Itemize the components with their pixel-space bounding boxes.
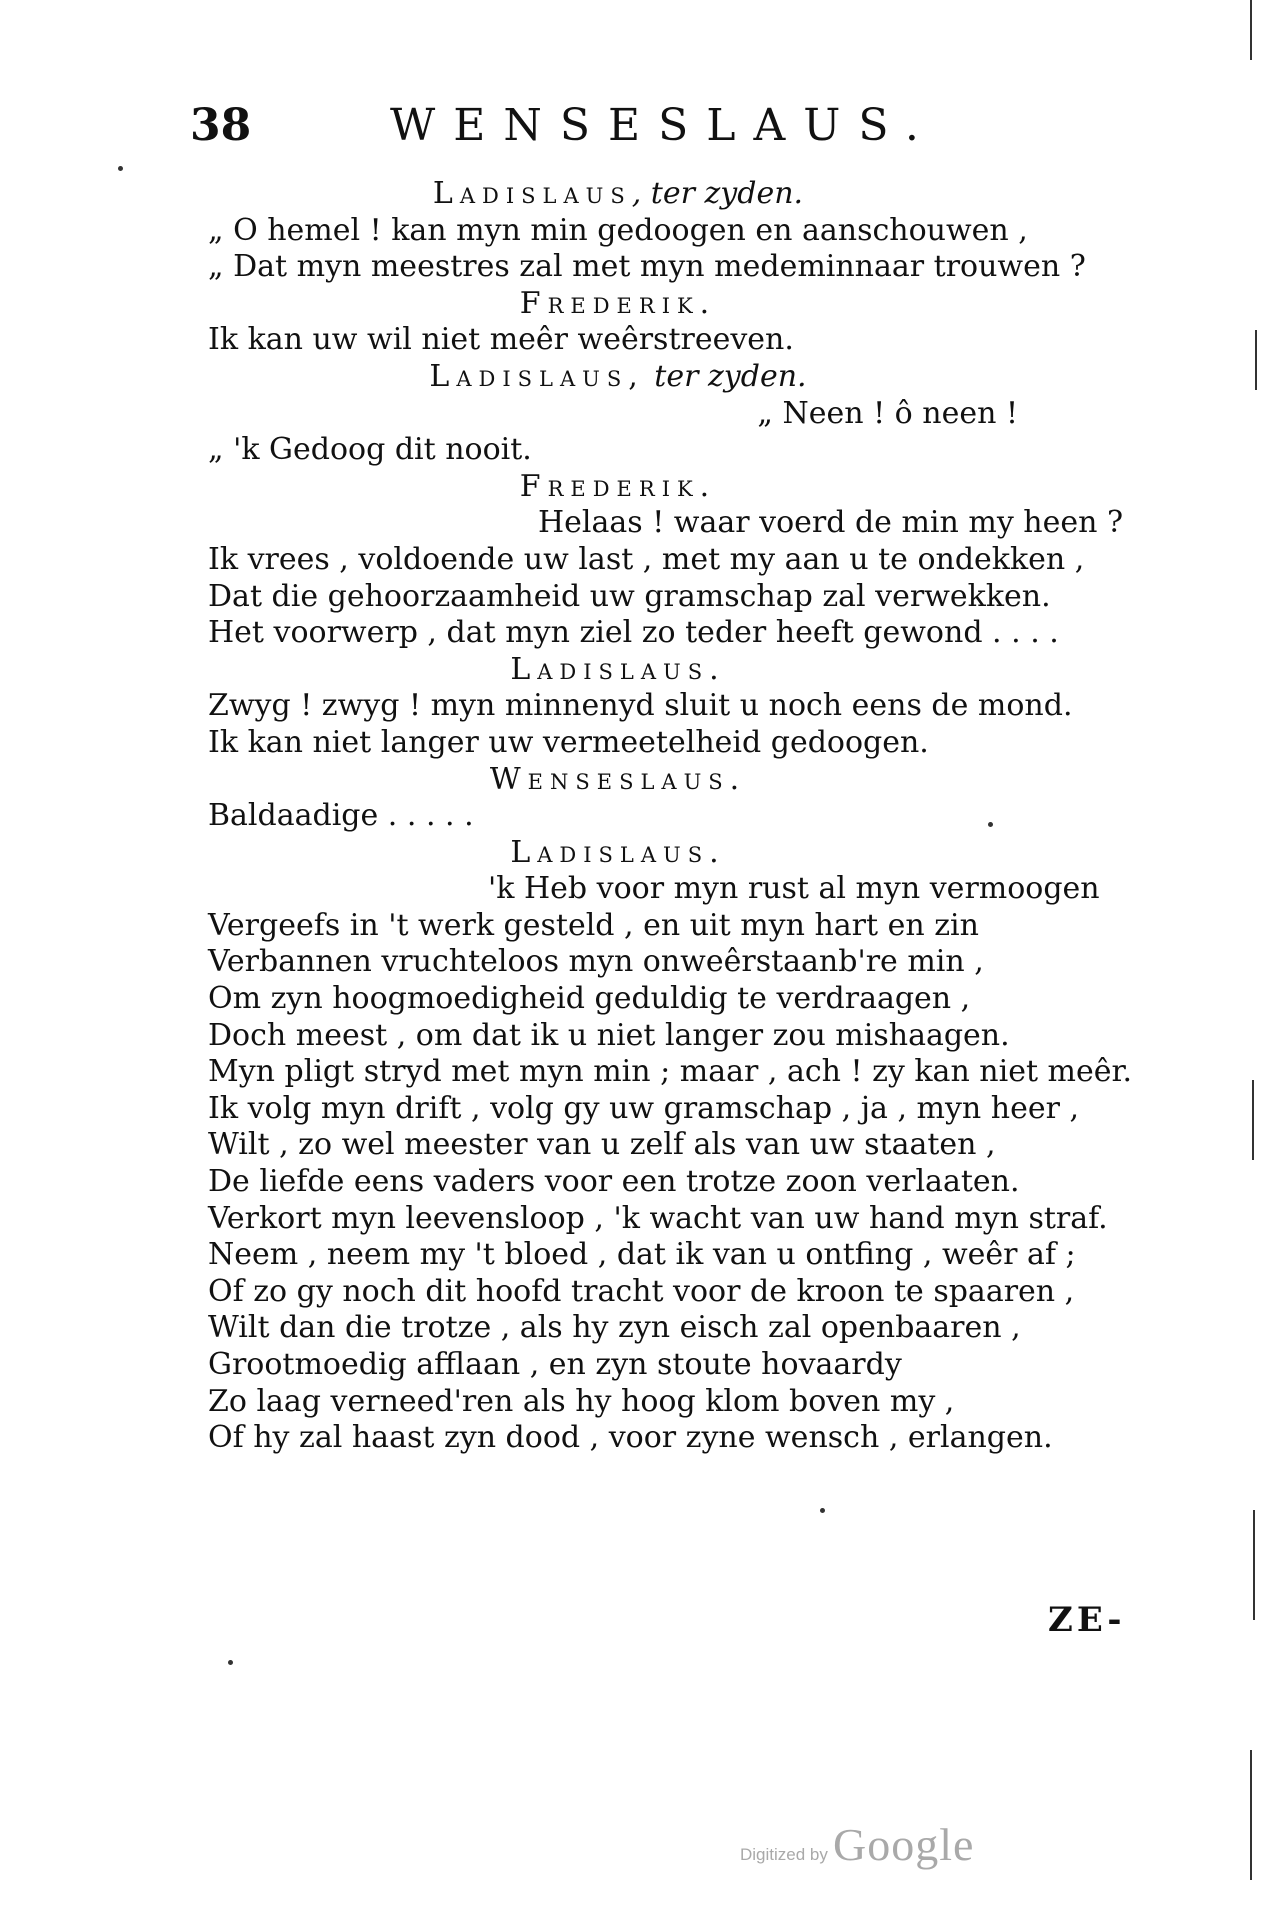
verse-line: „ Dat myn meestres zal met myn medeminnaar trouwen ? xyxy=(208,249,1086,285)
speaker-name: Wenseslaus. xyxy=(489,761,747,797)
verse-line: „ 'k Gedoog dit nooit. xyxy=(208,432,532,468)
stage-direction: , ter zyden. xyxy=(631,176,804,211)
google-logo: Google xyxy=(832,1819,975,1870)
verse-line: Om zyn hoogmoedigheid geduldig te verdraagen , xyxy=(208,981,971,1017)
verse-line: Wilt dan die trotze , als hy zyn eisch zal openbaaren , xyxy=(208,1310,1021,1346)
speaker-name: Frederik. xyxy=(519,285,717,321)
stage-direction: ter zyden. xyxy=(644,358,807,394)
verse-line: Het voorwerp , dat myn ziel zo teder heeft gewond . . . . xyxy=(208,615,1059,651)
verse-line: „ Neen ! ô neen ! xyxy=(757,395,1018,431)
verse-line: Baldaadige . . . . . xyxy=(208,798,474,834)
verse-line: Ik kan uw wil niet meêr weêrstreeven. xyxy=(208,322,794,358)
gutter-mark xyxy=(1252,1080,1254,1160)
verse-line: Helaas ! waar voerd de min my heen ? xyxy=(538,505,1124,541)
speaker-heading xyxy=(208,286,1138,323)
catchword: ZE- xyxy=(1048,1600,1126,1640)
ink-speck xyxy=(228,1660,233,1665)
verse-line: Zo laag verneed'ren als hy hoog klom boven my , xyxy=(208,1383,955,1419)
verse-line: Myn pligt stryd met myn min ; maar , ach ! zy kan niet meêr. xyxy=(208,1054,1133,1090)
verse-line: Ik vrees , voldoende uw last , met my aan u te ondekken , xyxy=(208,541,1085,577)
speaker-heading xyxy=(208,762,1138,799)
speaker-heading xyxy=(208,176,1138,213)
verse-line: Ik volg myn drift , volg gy uw gramschap , ja , myn heer , xyxy=(208,1090,1080,1126)
speaker-heading xyxy=(208,835,1138,872)
ink-speck xyxy=(988,822,993,827)
speaker-name: Ladislaus, xyxy=(429,358,645,394)
gutter-mark xyxy=(1250,0,1252,60)
digitized-watermark xyxy=(740,1818,974,1871)
verse-line: Of zo gy noch dit hoofd tracht voor de kroon te spaaren , xyxy=(208,1273,1075,1309)
speaker-heading xyxy=(208,359,1138,396)
page-header xyxy=(190,100,950,160)
verse-line: Verbannen vruchteloos myn onweêrstaanb're min , xyxy=(208,944,984,980)
verse-line: Grootmoedig afflaan , en zyn stoute hovaardy xyxy=(208,1347,902,1382)
verse-line: Verkort myn leevensloop , 'k wacht van uw hand myn straf. xyxy=(208,1200,1108,1236)
verse-block xyxy=(208,176,1138,1457)
running-head: WENSESLAUS. xyxy=(390,100,937,151)
verse-line: Ik kan niet langer uw vermeetelheid gedoogen. xyxy=(208,724,929,760)
verse-line: Of hy zal haast zyn dood , voor zyne wensch , erlangen. xyxy=(208,1420,1053,1456)
gutter-mark xyxy=(1250,1750,1252,1880)
speaker-name: Ladislaus xyxy=(432,176,632,211)
ink-speck xyxy=(820,1508,825,1513)
verse-line: Vergeefs in 't werk gesteld , en uit myn hart en zin xyxy=(208,907,979,943)
verse-line: De liefde eens vaders voor een trotze zoon verlaaten. xyxy=(208,1164,1020,1200)
page-number: 38 xyxy=(190,100,252,151)
verse-line: Zwyg ! zwyg ! myn minnenyd sluit u noch eens de mond. xyxy=(208,688,1073,724)
verse-line: 'k Heb voor myn rust al myn vermoogen xyxy=(488,871,1100,907)
verse-line: Neem , neem my 't bloed , dat ik van u ontfing , weêr af ; xyxy=(208,1237,1076,1273)
verse-line: Doch meest , om dat ik u niet langer zou mishaagen. xyxy=(208,1017,1010,1053)
speaker-name: Frederik. xyxy=(519,468,717,504)
verse-line: „ O hemel ! kan myn min gedoogen en aanschouwen , xyxy=(208,212,1028,248)
watermark-prefix: Digitized by xyxy=(740,1845,828,1864)
speaker-name: Ladislaus. xyxy=(510,651,726,687)
verse-line: Wilt , zo wel meester van u zelf als van uw staaten , xyxy=(208,1127,996,1163)
gutter-mark xyxy=(1253,1510,1255,1620)
speaker-heading xyxy=(208,469,1138,506)
verse-line: Dat die gehoorzaamheid uw gramschap zal verwekken. xyxy=(208,578,1051,614)
speaker-heading xyxy=(208,652,1138,689)
speaker-name: Ladislaus. xyxy=(510,834,726,870)
gutter-mark xyxy=(1255,330,1257,390)
ink-speck xyxy=(118,166,123,171)
